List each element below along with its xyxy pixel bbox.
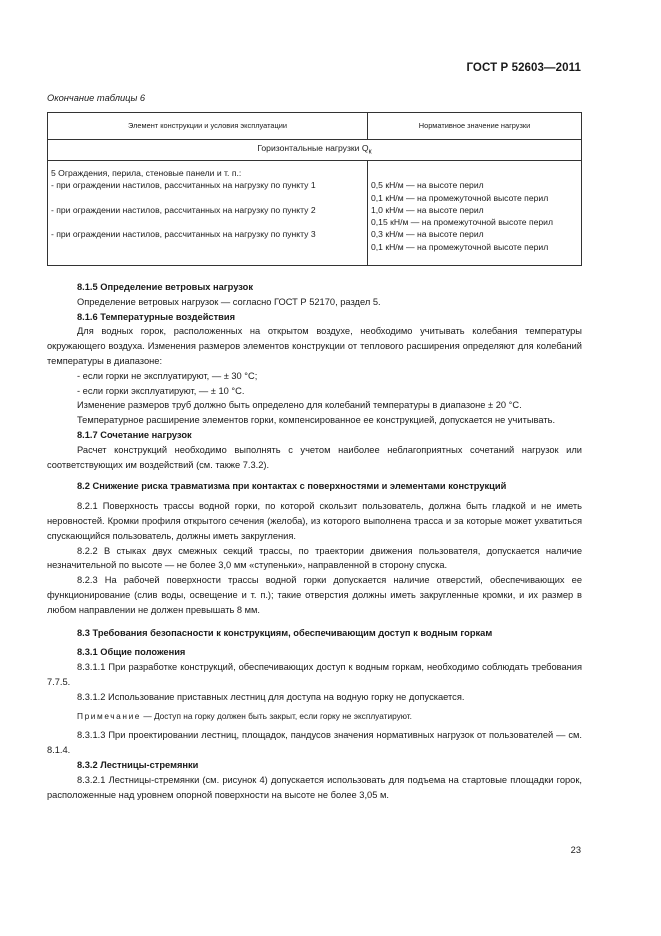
section-heading: 8.1.7 Сочетание нагрузок — [77, 429, 192, 440]
paragraph: 8.3.2.1 Лестницы-стремянки (см. рисунок 4) допускается использовать для подъема на стартовые площадки горок, расположенные над уровнем опорной поверхности на высоте не более 3,05 м. — [47, 774, 582, 800]
section-heading: 8.3.1 Общие положения — [77, 647, 186, 658]
list-item: - если горки эксплуатируют, — ± 10 °С. — [77, 385, 245, 396]
table-line: 0,5 кН/м — на высоте перил — [371, 180, 484, 191]
paragraph: Температурное расширение элементов горки, компенсированное ее конструкцией, допускается не учитывать. — [77, 415, 556, 426]
section-heading: 8.3 Требования безопасности к конструкциям, обеспечивающим доступ к водным горкам — [77, 627, 493, 638]
paragraph: 8.3.1.3 При проектировании лестниц, площадок, пандусов значения нормативных нагрузок от пользователей — см. 8.1.4. — [47, 730, 582, 756]
paragraph: 8.3.1.1 При разработке конструкций, обеспечивающих доступ к водным горкам, необходимо соблюдать требования 7.7.5. — [47, 662, 582, 687]
section-heading: 8.1.6 Температурные воздействия — [77, 311, 235, 322]
paragraph: Для водных горок, расположенных на открытом воздухе, необходимо учитывать колебания температуры окружающего воздуха. Изменения размеров элементов конструкции от теплового расширения определяют для колебаний температуры в диапазоне: — [47, 326, 582, 366]
paragraph: 8.3.1.2 Использование приставных лестниц для доступа на водную горку не допускается. — [77, 691, 465, 702]
table-line: 0,1 кН/м — на промежуточной высоте перил — [371, 192, 549, 203]
table-cell-load — [368, 161, 582, 266]
paragraph: 8.2.1 Поверхность трассы водной горки, по которой скользит пользователь, должна быть гладкой и не иметь неровностей. Кромки профиля открытого сечения (желоба), из которого выполнена трасса и за которые может ухватиться спускающийся пользователь, должны иметь закругления. — [47, 501, 582, 541]
section-heading: 8.2 Снижение риска травматизма при контактах с поверхностями и элементами конструкций — [77, 481, 507, 492]
paragraph: 8.2.2 В стыках двух смежных секций трассы, по траектории движения пользователя, допускается наличие незначительной по высоте — не более 3,0 мм «ступеньки», направленной в сторону спуска. — [47, 545, 582, 571]
list-item: - если горки не эксплуатируют, — ± 30 °С; — [77, 370, 258, 381]
table-span-row — [48, 140, 582, 161]
table-line: - при ограждении настилов, рассчитанных на нагрузку по пункту 2 — [51, 204, 316, 215]
table-cell-element — [48, 161, 368, 266]
table-line: 1,0 кН/м — на высоте перил — [371, 204, 484, 215]
column-header-element: Элемент конструкции и условия эксплуатации — [48, 113, 368, 140]
page-number: 23 — [570, 845, 581, 855]
paragraph: 8.2.3 На рабочей поверхности трассы водной горки допускается наличие отверстий, обеспечивающих ее функционирование (слив воды, освещение и т. п.); такие отверстия должны иметь закругленные кромки, и их размер в любом направлении не должен превышать 8 мм. — [47, 575, 582, 615]
table-line: 0,1 кН/м — на промежуточной высоте перил — [371, 241, 549, 252]
table-line: 5 Ограждения, перила, стеновые панели и т. п.: — [51, 168, 242, 178]
table-line: - при ограждении настилов, рассчитанных на нагрузку по пункту 3 — [51, 229, 316, 240]
document-header: ГОСТ Р 52603—2011 — [466, 62, 581, 74]
table-line: 0,3 кН/м — на высоте перил — [371, 229, 484, 240]
table-row — [48, 161, 582, 266]
paragraph: Расчет конструкций необходимо выполнять с учетом наиболее неблагоприятных сочетаний нагрузок или соответствующих им воздействий (см. также 7.3.2). — [47, 444, 582, 470]
load-table — [47, 112, 582, 266]
table-header-row — [48, 113, 582, 140]
document-body — [47, 280, 582, 802]
section-heading: 8.3.2 Лестницы-стремянки — [77, 759, 199, 770]
paragraph: Определение ветровых нагрузок — согласно ГОСТ Р 52170, раздел 5. — [77, 296, 381, 307]
table-line: 0,15 кН/м — на промежуточной высоте перил — [371, 217, 553, 228]
section-heading: 8.1.5 Определение ветровых нагрузок — [77, 282, 254, 292]
table-line: - при ограждении настилов, рассчитанных на нагрузку по пункту 1 — [51, 180, 316, 191]
note — [47, 709, 582, 724]
column-header-load: Нормативное значение нагрузки — [368, 113, 582, 140]
paragraph: Изменение размеров труб должно быть определено для колебаний температуры в диапазоне ± 20 °С. — [77, 400, 522, 411]
note-text: — Доступ на горку должен быть закрыт, если горку не эксплуатируют. — [141, 710, 412, 721]
note-label: Примечание — [77, 710, 142, 721]
horizontal-loads-heading: Горизонтальные нагрузки $Q_к$ — [48, 140, 582, 161]
table-caption: Окончание таблицы 6 — [47, 93, 146, 103]
